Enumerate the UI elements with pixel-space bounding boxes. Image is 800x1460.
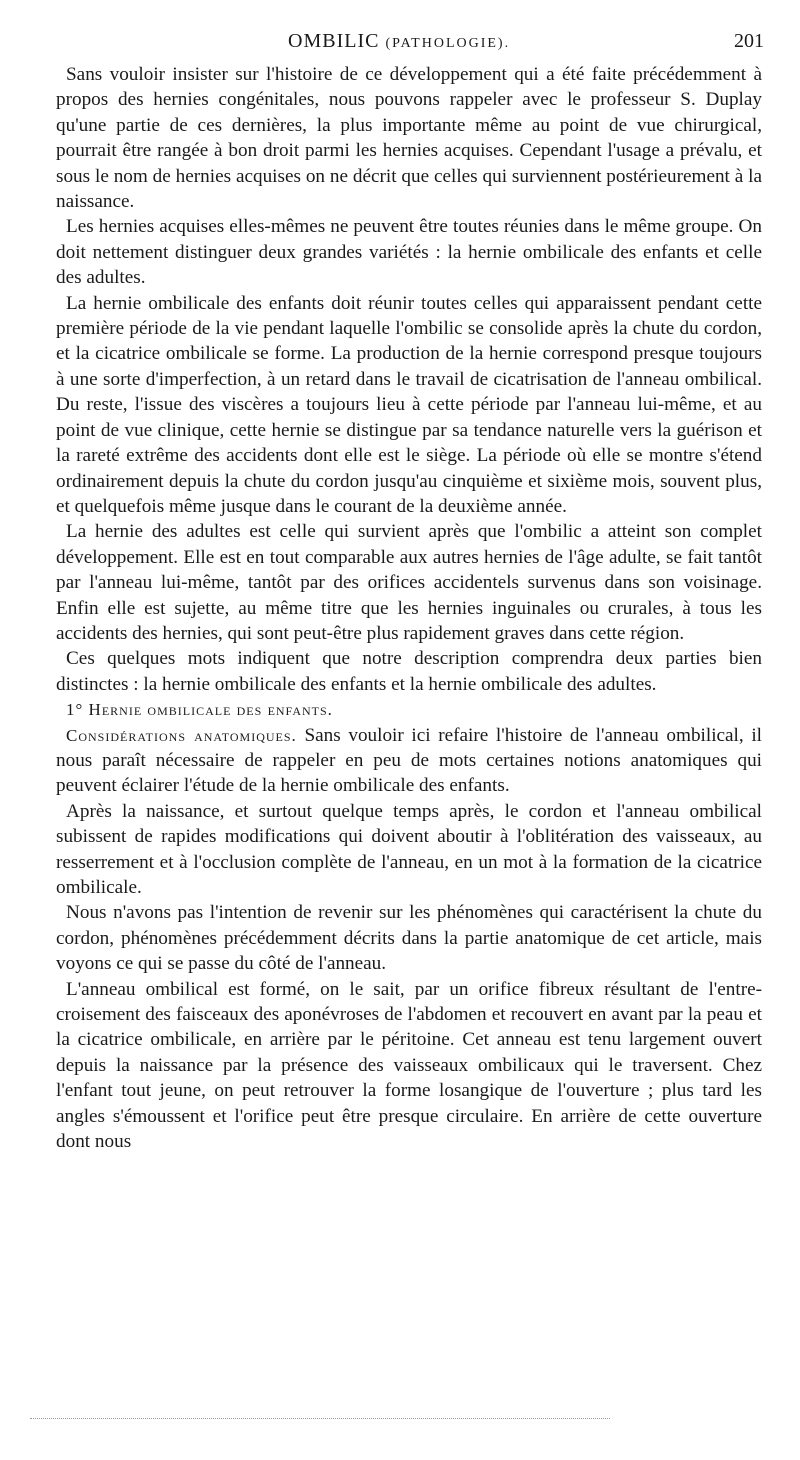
section-lead: Considérations anatomiques. <box>66 725 297 745</box>
header-subtitle: (PATHOLOGIE). <box>385 36 511 51</box>
paragraph: Sans vouloir insister sur l'histoire de ce développement qui a été faite précédemment à propos des hernies congénitales, nous pouvons rappeler avec le professeur S. Duplay qu'une partie de ces dernières, la plus importante même au point de vue chirurgical, pourrait être rangée à bon droit parmi les hernies acquises. Cependant l'usage a prévalu, et sous le nom de hernies acquises on ne décrit que celles qui surviennent postérieurement à la naissance. <box>56 64 762 213</box>
header-title: OMBILIC <box>288 30 380 52</box>
paragraph: Ces quelques mots indiquent que notre description comprendra deux parties bien distinctes : la hernie ombilicale des enfants et la hernie ombilicale des adultes. <box>56 648 762 695</box>
page-number: 201 <box>734 30 764 52</box>
running-title <box>288 30 510 53</box>
page-bottom-rule <box>30 1418 610 1419</box>
section-first-paragraph <box>56 723 762 799</box>
body-text <box>56 62 762 1154</box>
section-title: 1° Hernie ombilicale des enfants. <box>66 700 333 720</box>
section-first-text: Sans vouloir ici refaire l'histoire de l'anneau ombilical, il nous paraît nécessaire de rappeler en peu de mots certaines notions anatomiques qui peuvent éclairer l'étude de la hernie ombilicale des enfants. <box>56 724 762 797</box>
paragraph: Nous n'avons pas l'intention de revenir sur les phénomènes qui caractérisent la chute du cordon, phénomènes précédemment décrits dans la partie anatomique de cet article, mais voyons ce qui se passe du côté de l'anneau. <box>56 902 762 975</box>
paragraph: L'anneau ombilical est formé, on le sait, par un orifice fibreux résultant de l'entre-croisement des faisceaux des aponévroses de l'abdomen et recouvert en avant par la peau et la cicatrice ombilicale, en arrière par le péritoine. Cet anneau est tenu largement ouvert depuis la naissance par la présence des vaisseaux ombilicaux qui le traversent. Chez l'enfant tout jeune, on peut retrouver la forme losangique de l'ouverture ; plus tard les angles s'émoussent et l'orifice peut être presque circulaire. En arrière de cette ouverture dont nous <box>56 978 762 1153</box>
paragraph: La hernie ombilicale des enfants doit réunir toutes celles qui apparaissent pendant cette première période de la vie pendant laquelle l'ombilic se consolide après la chute du cordon, et la cicatrice ombilicale se forme. La production de la hernie correspond presque toujours à une sorte d'imperfection, à un retard dans le travail de cicatrisation de l'anneau ombilical. Du reste, l'issue des viscères a toujours lieu à cette période par l'anneau lui-même, et au point de vue clinique, cette hernie se distingue par sa tendance naturelle vers la guérison et la rareté extrême des accidents dont elle est le siège. La période où elle se montre s'étend ordinairement depuis la chute du cordon jusqu'au cinquième et sixième mois, souvent plus, et quelquefois même jusque dans le courant de la deuxième année. <box>56 292 762 517</box>
running-header <box>60 30 764 58</box>
paragraph: Les hernies acquises elles-mêmes ne peuvent être toutes réunies dans le même groupe. On doit nettement distinguer deux grandes variétés : la hernie ombilicale des enfants et celle des adultes. <box>56 216 762 289</box>
paragraph: Après la naissance, et surtout quelque temps après, le cordon et l'anneau ombilical subissent de rapides modifications qui doivent aboutir à l'oblitération des vaisseaux, au resserrement et à l'occlusion complète de l'anneau, en un mot à la formation de la cicatrice ombilicale. <box>56 800 762 898</box>
paragraph: La hernie des adultes est celle qui survient après que l'ombilic a atteint son complet développement. Elle est en tout comparable aux autres hernies de l'âge adulte, se fait tantôt par l'anneau lui-même, tantôt par des orifices accidentels survenus dans son voisinage. Enfin elle est sujette, au même titre que les hernies inguinales ou crurales, à tous les accidents des hernies, qui sont peut-être plus rapidement graves dans cette région. <box>56 521 762 644</box>
